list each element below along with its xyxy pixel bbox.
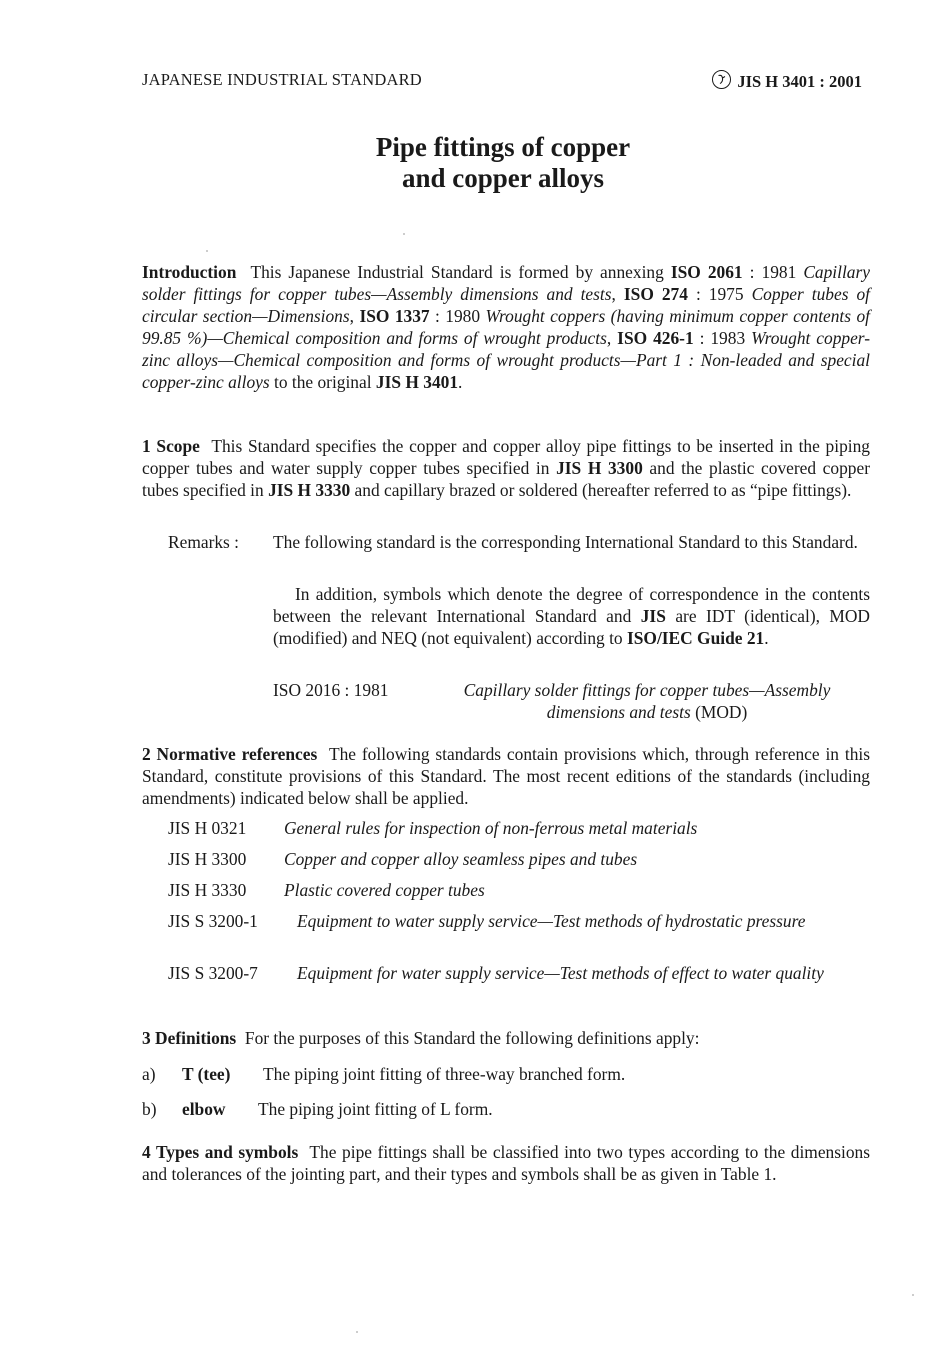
intro-title-2: Copper tubes of circular section—Dimensions [142,284,870,326]
intro-title-1: Capillary solder fittings for copper tubes—Assembly dimensions and tests [142,262,870,304]
intro-text-1: This Japanese Industrial Standard is formed by annexing [250,262,671,282]
definitions-heading: 3 Definitions [142,1028,237,1048]
types-text: The pipe fittings shall be classified into two types according to the dimensions and tolerances of the jointing part, and their types and symbols shall be as given in Table 1. [142,1142,870,1184]
intro-ref-iso-426-1: ISO 426-1 [617,328,694,348]
intro-title-3: Wrought coppers (having minimum copper contents of 99.85 %)—Chemical composition and forms of wrought products [142,306,870,348]
intro-text-8: : 1983 [693,328,752,348]
reference-title: Plastic covered copper tubes [284,880,485,900]
scan-speck [403,233,405,235]
definitions-text: For the purposes of this Standard the following definitions apply: [244,1028,700,1048]
title-line-1: Pipe fittings of copper [375,132,631,162]
reference-title: Equipment for water supply service—Test methods of effect to water quality [297,963,824,983]
scope-text-3: and capillary brazed or soldered (hereafter referred to as “pipe fittings). [350,480,852,500]
intro-ref-jis-h-3401: JIS H 3401 [375,372,459,392]
scope-ref-jis-h-3300: JIS H 3300 [556,458,643,478]
intro-ref-iso-274: ISO 274 [623,284,688,304]
iso-title [424,679,870,723]
header-number-text: JIS H 3401 : 2001 [737,72,862,91]
remarks-p2-guide: ISO/IEC Guide 21 [626,628,765,648]
remarks-p2-text-2: are IDT (identical), MOD (modified) and NEQ (not equivalent) according to [273,606,870,648]
remarks-label: Remarks : [168,532,239,552]
remarks-p2-text-3: . [764,628,769,648]
remarks-p2-jis: JIS [640,606,666,626]
intro-text-6: : 1980 [429,306,486,326]
scope-text-2: and the plastic covered copper tubes specified in [142,458,871,500]
scan-speck [206,250,208,252]
definition-label: a) [142,1064,156,1084]
intro-text-10: . [458,372,463,392]
iso-number: ISO 2016 : 1981 [273,680,389,700]
reference-title: Equipment to water supply service—Test methods of hydrostatic pressure [297,911,806,931]
scope-text-1: This Standard specifies the copper and copper alloy pipe fittings to be inserted in the piping copper tubes and water supply copper tubes specified in [142,436,870,478]
intro-text-4: : 1975 [687,284,752,304]
scan-speck [356,1331,358,1333]
header-standard-number [712,70,862,92]
iso-title-text: Capillary solder fittings for copper tubes—Assembly dimensions and tests [463,680,831,722]
definition-term: elbow [182,1099,226,1119]
scan-speck [912,1294,914,1296]
reference-number: JIS H 0321 [168,818,247,838]
definition-label: b) [142,1099,157,1119]
intro-text-3: , [611,284,624,304]
introduction-heading: Introduction [142,262,237,282]
intro-ref-iso-2061: ISO 2061 [670,262,743,282]
normative-text: The following standards contain provisions which, through reference in this Standard, constitute provisions of this Standard. The most recent editions of the standards (including amendments) indicated below shall be applied. [142,744,870,808]
definition-text: The piping joint fitting of three-way branched form. [263,1064,626,1084]
reference-number: JIS S 3200-1 [168,911,258,931]
remarks-p2-text-1: In addition, symbols which denote the degree of correspondence in the contents between the relevant International Standard and [273,584,870,626]
definition-term: T (tee) [182,1064,231,1084]
intro-text-7: , [606,328,618,348]
page-title [0,132,950,194]
types-heading: 4 Types and symbols [142,1142,299,1162]
jis-mark-icon [712,70,731,89]
definition-text: The piping joint fitting of L form. [258,1099,493,1119]
types-paragraph [142,1141,870,1185]
normative-heading: 2 Normative references [142,744,318,764]
reference-title: Copper and copper alloy seamless pipes and tubes [284,849,638,869]
definitions-paragraph [142,1027,870,1049]
normative-references-paragraph [142,743,870,809]
intro-text-2: : 1981 [742,262,804,282]
introduction-paragraph [142,261,870,393]
reference-number: JIS S 3200-7 [168,963,258,983]
intro-ref-iso-1337: ISO 1337 [359,306,430,326]
header-standard-label: JAPANESE INDUSTRIAL STANDARD [142,70,422,89]
scope-heading: 1 Scope [142,436,200,456]
title-line-2: and copper alloys [401,163,605,193]
remarks-paragraph-2 [273,583,870,649]
scope-ref-jis-h-3330: JIS H 3330 [268,480,351,500]
intro-text-5: , [349,306,360,326]
scope-paragraph [142,435,870,501]
intro-title-4: Wrought copper-zinc alloys—Chemical composition and forms of wrought products—Part 1 : Non-leaded and special copper-zinc alloys [142,328,871,392]
remarks-paragraph-1: The following standard is the corresponding International Standard to this Standard. [273,532,858,552]
reference-title: General rules for inspection of non-ferrous metal materials [284,818,698,838]
iso-degree: (MOD) [690,702,748,722]
reference-number: JIS H 3330 [168,880,247,900]
intro-text-9: to the original [269,372,376,392]
reference-number: JIS H 3300 [168,849,247,869]
